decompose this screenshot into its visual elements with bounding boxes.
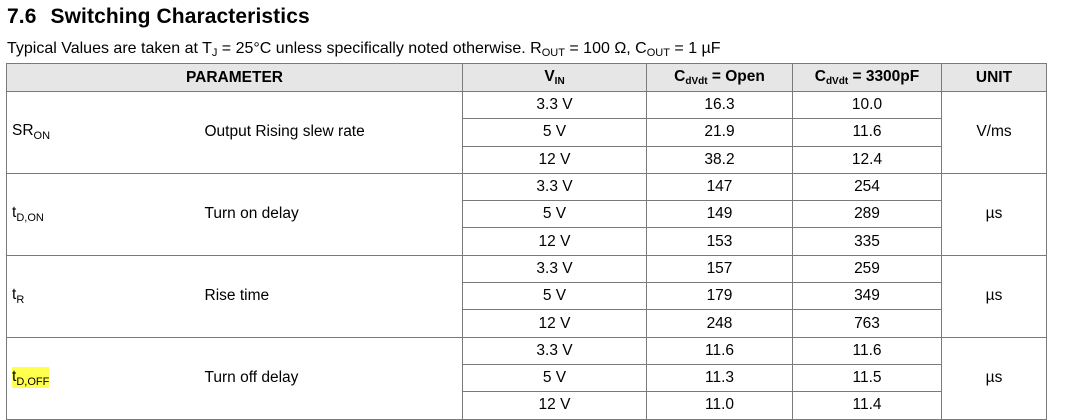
symbol-text: SR <box>12 122 34 140</box>
cell-open: 11.3 <box>647 364 793 391</box>
note-text: = 25°C unless specifically noted otherwise. R <box>217 40 542 57</box>
param-symbol <box>7 337 205 419</box>
cell-3300pf: 11.4 <box>793 392 942 419</box>
header-text: = 3300pF <box>848 68 920 85</box>
cell-vin: 3.3 V <box>463 173 647 200</box>
conditions-note <box>7 40 721 59</box>
cell-open: 16.3 <box>647 92 793 119</box>
cell-3300pf: 10.0 <box>793 92 942 119</box>
cell-vin: 12 V <box>463 310 647 337</box>
header-sub: dVdt <box>685 76 708 87</box>
param-description: Output Rising slew rate <box>205 92 463 174</box>
table-row <box>7 255 1047 282</box>
note-sub: OUT <box>541 47 565 59</box>
note-sub: OUT <box>646 47 670 59</box>
cell-open: 147 <box>647 173 793 200</box>
cell-vin: 3.3 V <box>463 255 647 282</box>
cell-open: 38.2 <box>647 146 793 173</box>
cell-vin: 5 V <box>463 119 647 146</box>
cell-open: 149 <box>647 201 793 228</box>
header-text: C <box>674 68 686 85</box>
cell-open: 157 <box>647 255 793 282</box>
param-description: Turn on delay <box>205 173 463 255</box>
cell-vin: 3.3 V <box>463 337 647 364</box>
cell-unit: µs <box>942 337 1047 419</box>
section-heading <box>7 5 310 29</box>
param-symbol <box>7 255 205 337</box>
symbol-text: t <box>12 204 17 222</box>
cell-unit: µs <box>942 173 1047 255</box>
cell-open: 179 <box>647 283 793 310</box>
cell-3300pf: 11.5 <box>793 364 942 391</box>
param-description: Turn off delay <box>205 337 463 419</box>
symbol-sub: D,OFF <box>16 376 50 389</box>
cell-open: 21.9 <box>647 119 793 146</box>
symbol-text: t <box>12 368 17 386</box>
header-text: V <box>544 68 555 85</box>
note-sub: J <box>211 47 218 59</box>
table-row <box>7 337 1047 364</box>
cell-vin: 5 V <box>463 283 647 310</box>
cell-unit: µs <box>942 255 1047 337</box>
param-description: Rise time <box>205 255 463 337</box>
note-text: = 1 µF <box>669 40 721 57</box>
cell-vin: 12 V <box>463 146 647 173</box>
header-sub: dVdt <box>825 76 849 87</box>
symbol-sub: ON <box>33 130 51 143</box>
header-text: C <box>814 68 826 85</box>
cell-open: 11.0 <box>647 392 793 419</box>
cell-3300pf: 259 <box>793 255 942 282</box>
cell-open: 153 <box>647 228 793 255</box>
symbol-text: t <box>12 286 17 304</box>
cell-3300pf: 12.4 <box>793 146 942 173</box>
cell-vin: 5 V <box>463 364 647 391</box>
cell-3300pf: 289 <box>793 201 942 228</box>
cell-3300pf: 335 <box>793 228 942 255</box>
cell-open: 11.6 <box>647 337 793 364</box>
symbol-sub: D,ON <box>16 212 44 225</box>
switching-characteristics-table <box>6 63 1047 420</box>
cell-3300pf: 254 <box>793 173 942 200</box>
cell-vin: 12 V <box>463 392 647 419</box>
section-title: Switching Characteristics <box>50 5 310 28</box>
cell-3300pf: 11.6 <box>793 337 942 364</box>
cell-open: 248 <box>647 310 793 337</box>
header-cdvdt-open <box>647 64 793 92</box>
table-row <box>7 92 1047 119</box>
param-symbol <box>7 92 205 174</box>
header-sub: IN <box>554 76 565 87</box>
section-number: 7.6 <box>7 5 37 28</box>
highlighted-symbol <box>12 367 49 388</box>
cell-unit: V/ms <box>942 92 1047 174</box>
header-vin <box>463 64 647 92</box>
cell-vin: 12 V <box>463 228 647 255</box>
symbol-sub: R <box>16 294 25 307</box>
cell-vin: 5 V <box>463 201 647 228</box>
header-cdvdt-3300pf <box>793 64 942 92</box>
header-unit: UNIT <box>942 64 1047 92</box>
header-parameter: PARAMETER <box>7 64 463 92</box>
cell-vin: 3.3 V <box>463 92 647 119</box>
cell-3300pf: 763 <box>793 310 942 337</box>
cell-3300pf: 11.6 <box>793 119 942 146</box>
table-row <box>7 173 1047 200</box>
cell-3300pf: 349 <box>793 283 942 310</box>
header-row <box>7 64 1047 92</box>
header-text: = Open <box>707 68 765 85</box>
note-text: = 100 Ω, C <box>564 40 647 57</box>
note-text: Typical Values are taken at T <box>7 40 212 57</box>
param-symbol <box>7 173 205 255</box>
